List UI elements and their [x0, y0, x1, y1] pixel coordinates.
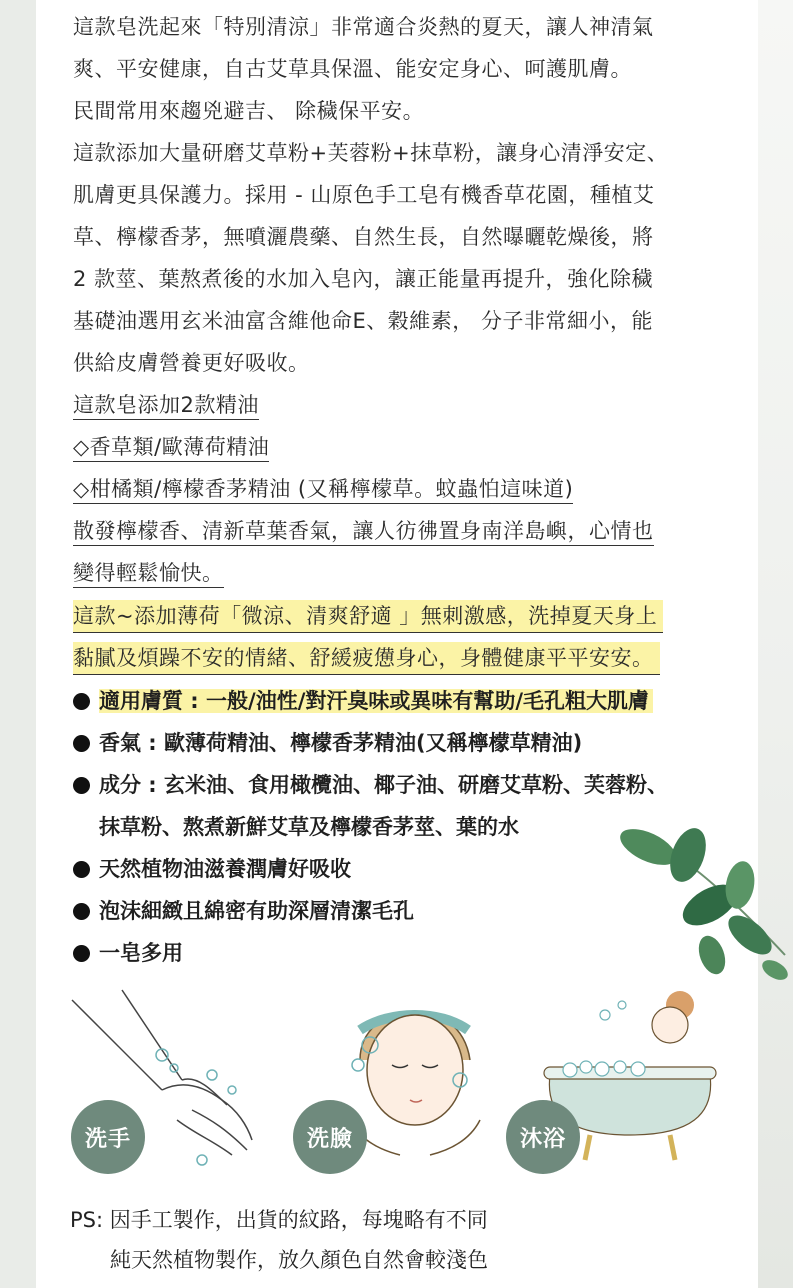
leaves-illustration [600, 815, 790, 995]
bullet-dot-icon [73, 735, 90, 752]
intro-line: 基礎油選用玄米油富含維他命E、穀維素， 分子非常細小，能 [73, 309, 653, 333]
intro-line: 爽、平安健康，自古艾草具保溫、能安定身心、呵護肌膚。 [73, 57, 632, 81]
use-hand-badge: 洗手 [71, 1100, 145, 1174]
intro-line: 民間常用來趨兇避吉、 除穢保平安。 [73, 99, 425, 123]
use-bath-badge: 沐浴 [506, 1100, 580, 1174]
feature-skin: 適用膚質 : 一般/油性/對汗臭味或異味有幫助/毛孔粗大肌膚 [73, 680, 668, 722]
intro-paragraph [73, 6, 668, 384]
bullet-dot-icon [73, 903, 90, 920]
intro-line: 2 款莖、葉熬煮後的水加入皂內，讓正能量再提升，強化除穢 [73, 267, 654, 291]
oil-item-lemongrass: ◇柑橘類/檸檬香茅精油 (又稱檸檬草。蚊蟲怕這味道) [73, 477, 573, 504]
bullet-dot-icon [73, 945, 90, 962]
highlight-line: 這款~添加薄荷「微涼、清爽舒適 」無刺激感，洗掉夏天身上 [73, 600, 663, 633]
side-shade [758, 0, 793, 1288]
oil-item-peppermint: ◇香草類/歐薄荷精油 [73, 435, 269, 462]
intro-line: 草、檸檬香茅，無噴灑農藥、自然生長，自然曝曬乾燥後，將 [73, 225, 654, 249]
intro-line: 肌膚更具保護力。採用 - 山原色手工皂有機香草花園，種植艾 [73, 183, 655, 207]
ps-line-2: 純天然植物製作，放久顏色自然會較淺色 [110, 1248, 488, 1272]
bullet-dot-icon [73, 777, 90, 794]
intro-line: 這款皂洗起來「特別清涼」非常適合炎熱的夏天，讓人神清氣 [73, 15, 654, 39]
bullet-dot-icon [73, 861, 90, 878]
oils-heading: 這款皂添加2款精油 [73, 393, 259, 420]
intro-line: 這款添加大量研磨艾草粉+芙蓉粉+抹草粉，讓身心清淨安定、 [73, 141, 669, 165]
feature-oil: 天然植物油滋養潤膚好吸收 [73, 848, 668, 890]
highlight-paragraph [73, 595, 663, 679]
ps-note [70, 1200, 488, 1280]
use-face-badge: 洗臉 [293, 1100, 367, 1174]
feature-list [73, 680, 668, 974]
intro-line: 供給皮膚營養更好吸收。 [73, 351, 310, 375]
oils-description: 變得輕鬆愉快。 [73, 561, 224, 588]
bullet-dot-icon [73, 693, 90, 710]
oils-description: 散發檸檬香、清新草葉香氣，讓人彷彿置身南洋島嶼，心情也 [73, 519, 654, 546]
ps-line-1: PS: 因手工製作，出貨的紋路，每塊略有不同 [70, 1208, 488, 1232]
feature-scent: 香氣 : 歐薄荷精油、檸檬香茅精油(又稱檸檬草精油) [73, 722, 668, 764]
highlight-line: 黏膩及煩躁不安的情緒、舒緩疲憊身心，身體健康平平安安。 [73, 642, 660, 675]
feature-ingredients: 成分 : 玄米油、食用橄欖油、椰子油、研磨艾草粉、芙蓉粉、 抹草粉、熬煮新鮮艾草及檸檬香茅莖、葉的水 [73, 764, 668, 848]
feature-multi: 一皂多用 [73, 932, 668, 974]
feature-foam: 泡沫細緻且綿密有助深層清潔毛孔 [73, 890, 668, 932]
oils-section [73, 384, 654, 594]
